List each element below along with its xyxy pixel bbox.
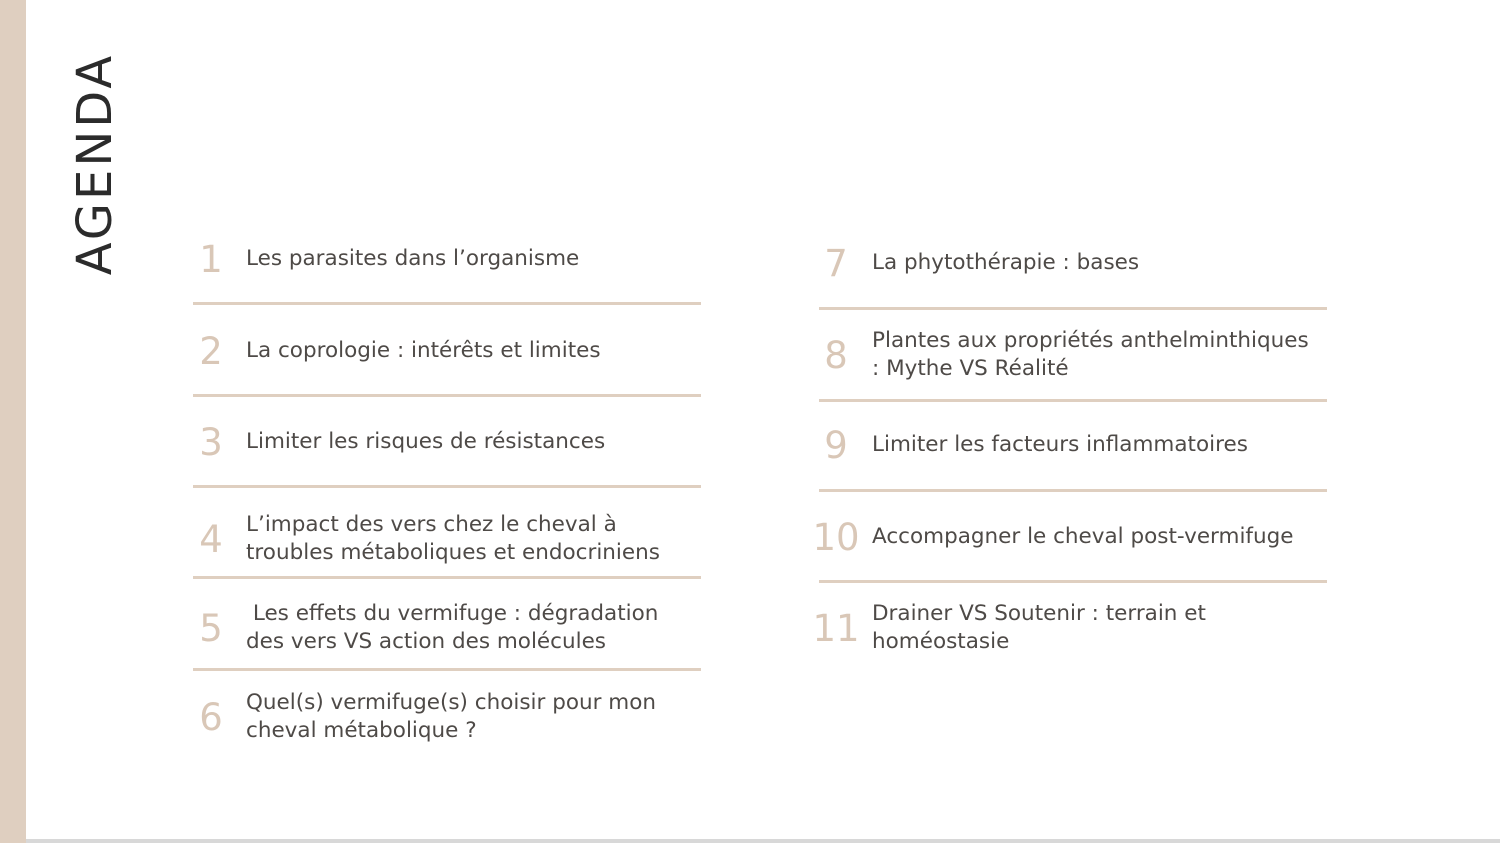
agenda-item-label: Limiter les risques de résistances — [246, 429, 606, 454]
agenda-item-label: Limiter les facteurs inflammatoires — [872, 432, 1248, 457]
agenda-divider — [193, 576, 701, 579]
agenda-item-number: 10 — [812, 515, 860, 559]
side-accent-bar — [0, 0, 26, 843]
agenda-item-label: Quel(s) vermifuge(s) choisir pour mon cheval métabolique ? — [246, 690, 663, 743]
agenda-item-label: La coprologie : intérêts et limites — [246, 338, 601, 363]
agenda-item-6 — [184, 688, 692, 746]
agenda-divider — [819, 489, 1327, 492]
agenda-item-number: 7 — [824, 241, 848, 285]
agenda-divider — [193, 668, 701, 671]
page-title: AGENDA — [67, 52, 123, 276]
agenda-item-label: Les effets du vermifuge : dégradation des vers VS action des molécules — [246, 601, 666, 654]
agenda-item-3 — [184, 421, 692, 463]
agenda-item-label: La phytothérapie : bases — [872, 250, 1140, 275]
agenda-divider — [819, 399, 1327, 402]
agenda-item-number: 9 — [824, 423, 848, 467]
agenda-item-7 — [809, 242, 1317, 284]
title-container — [67, 36, 123, 292]
agenda-item-11 — [809, 599, 1317, 657]
agenda-item-label: Drainer VS Soutenir : terrain et homéostasie — [872, 601, 1213, 654]
agenda-divider — [193, 485, 701, 488]
agenda-item-4 — [184, 510, 692, 568]
agenda-item-5 — [184, 599, 692, 657]
agenda-item-1 — [184, 238, 692, 280]
agenda-divider — [193, 394, 701, 397]
agenda-item-number: 5 — [199, 606, 223, 650]
bottom-border — [26, 839, 1500, 843]
agenda-item-2 — [184, 330, 692, 372]
agenda-item-number: 1 — [199, 237, 223, 281]
agenda-item-number: 6 — [199, 695, 223, 739]
agenda-item-label: Les parasites dans l’organisme — [246, 246, 580, 271]
agenda-item-number: 2 — [199, 329, 223, 373]
agenda-item-8 — [809, 326, 1317, 384]
agenda-item-9 — [809, 424, 1317, 466]
agenda-divider — [193, 302, 701, 305]
agenda-item-number: 8 — [824, 333, 848, 377]
agenda-item-10 — [809, 516, 1317, 558]
agenda-item-number: 4 — [199, 517, 223, 561]
agenda-item-label: Accompagner le cheval post-vermifuge — [872, 524, 1294, 549]
agenda-item-label: L’impact des vers chez le cheval à troubles métaboliques et endocriniens — [246, 512, 660, 565]
agenda-item-number: 3 — [199, 420, 223, 464]
agenda-divider — [819, 307, 1327, 310]
agenda-item-label: Plantes aux propriétés anthelminthiques : Mythe VS Réalité — [872, 328, 1316, 381]
agenda-divider — [819, 580, 1327, 583]
agenda-item-number: 11 — [812, 606, 860, 650]
